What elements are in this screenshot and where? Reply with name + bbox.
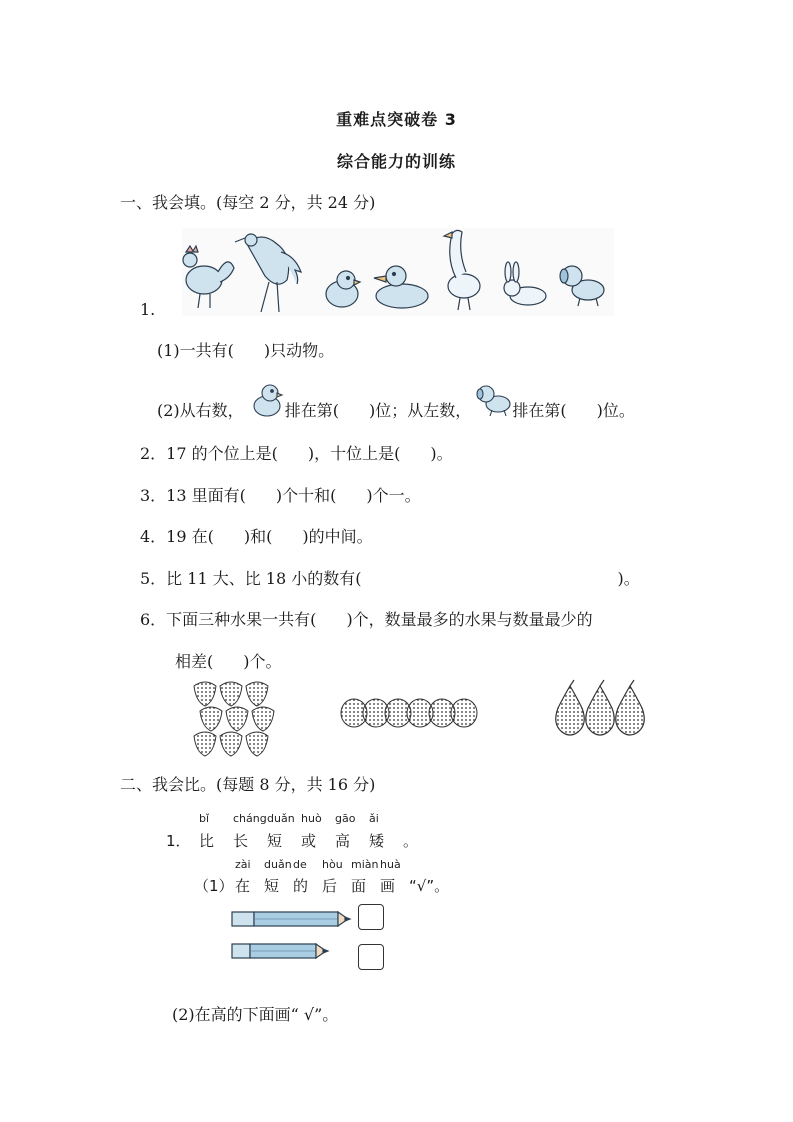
- page-title: 重难点突破卷 3: [336, 110, 457, 129]
- title-character: “√”。: [409, 877, 450, 895]
- strawberry-icon: [220, 732, 242, 756]
- title-character: 在: [235, 877, 251, 895]
- title-character: 面: [351, 877, 367, 895]
- page-subtitle: 综合能力的训练: [336, 152, 456, 171]
- q2-1-1-title: [194, 875, 469, 896]
- question-1-1: [157, 338, 334, 361]
- title-character: 。: [403, 832, 419, 850]
- orange-group: [341, 699, 477, 727]
- q1-2-part-3: )位；从左数，: [369, 401, 472, 420]
- q2-1-title: [166, 830, 423, 851]
- title-character: 比: [199, 832, 215, 850]
- question-1-number: 1.: [140, 300, 156, 319]
- q6-line1-before: 6．下面三种水果一共有(: [140, 610, 317, 629]
- pinyin-syllable: bǐ: [199, 812, 210, 825]
- dog-icon: [476, 400, 512, 416]
- answer-checkbox-short-pencil[interactable]: [358, 944, 384, 970]
- pinyin-syllable: huò: [301, 812, 322, 825]
- pinyin-syllable: ǎi: [369, 812, 379, 825]
- pear-icon: [556, 686, 585, 735]
- question-5: [140, 566, 640, 589]
- title-character: 高: [335, 832, 351, 850]
- short-pencil-icon: [232, 944, 328, 958]
- long-pencil-icon: [232, 912, 350, 926]
- strawberry-group: [194, 682, 274, 756]
- section-one-heading: 一、我会填。(每空 2 分，共 24 分): [120, 193, 376, 212]
- pinyin-syllable: cháng: [233, 812, 267, 825]
- q1-2-part-1: (2)从右数，: [157, 401, 244, 420]
- pear-stem: [630, 680, 634, 686]
- q1-2-part-2: 排在第(: [284, 401, 340, 420]
- q4-after: )的中间。: [302, 527, 373, 546]
- question-2: [140, 441, 453, 464]
- pinyin-syllable: gāo: [335, 812, 356, 825]
- strawberry-icon: [246, 732, 268, 756]
- title-character: （1）: [194, 877, 234, 895]
- title-character: 画: [380, 877, 396, 895]
- question-2-1-2: (2)在高的下面画“ √”。: [172, 1005, 339, 1024]
- strawberry-icon: [226, 707, 248, 731]
- rooster-icon: [183, 246, 234, 308]
- q1-2-part-4: 排在第(: [512, 401, 567, 420]
- q1-2-part-5: )位。: [596, 401, 635, 420]
- title-character: 短: [264, 877, 280, 895]
- pinyin-syllable: hòu: [322, 858, 343, 871]
- pencils-illustration: [228, 906, 368, 976]
- pear-stem: [570, 680, 574, 686]
- pear-group: [556, 680, 645, 735]
- question-6-line-1: [140, 607, 593, 630]
- orange-icon: [451, 699, 477, 727]
- q1-1-text-before: (1)一共有(: [157, 341, 234, 360]
- pear-icon: [586, 686, 615, 735]
- title-character: 或: [301, 832, 317, 850]
- pinyin-syllable: duǎn: [264, 858, 292, 871]
- strawberry-icon: [200, 707, 222, 731]
- duck-icon: [374, 266, 428, 308]
- pinyin-syllable: zài: [235, 858, 251, 871]
- heron-icon: [235, 234, 301, 312]
- fruits-illustration: [0, 678, 793, 768]
- question-1-2: [157, 398, 635, 421]
- q2-after: )。: [430, 444, 453, 463]
- question-3: [140, 483, 421, 506]
- title-character: 短: [267, 832, 283, 850]
- q6-line2-after: )个。: [243, 652, 282, 671]
- dog-icon: [560, 266, 604, 306]
- strawberry-icon: [220, 682, 242, 706]
- q3-mid: )个十和(: [275, 486, 337, 505]
- q2-mid: )，十位上是(: [307, 444, 401, 463]
- animals-illustration: [182, 228, 614, 316]
- pear-stem: [600, 680, 604, 686]
- q3-after: )个一。: [366, 486, 421, 505]
- pinyin-syllable: duǎn: [267, 812, 295, 825]
- chick-icon: [326, 271, 360, 307]
- pinyin-syllable: de: [293, 858, 307, 871]
- q2-1-1-pinyin-row: [235, 858, 409, 871]
- title-character: 1．: [166, 832, 191, 850]
- strawberry-icon: [252, 707, 274, 731]
- animals-image: [182, 228, 614, 316]
- q6-line1-after: )个，数量最多的水果与数量最少的: [346, 610, 593, 629]
- q6-line2-before: 相差(: [175, 652, 214, 671]
- q2-1-pinyin-row: [199, 812, 403, 825]
- strawberry-icon: [246, 682, 268, 706]
- q2-before: 2．17 的个位上是(: [140, 444, 278, 463]
- q3-before: 3．13 里面有(: [140, 486, 246, 505]
- goose-icon: [444, 230, 480, 310]
- answer-checkbox-long-pencil[interactable]: [358, 904, 384, 930]
- title-character: 后: [322, 877, 338, 895]
- rabbit-icon: [504, 262, 546, 305]
- title-character: 的: [293, 877, 309, 895]
- question-6-line-2: [175, 649, 282, 672]
- q4-before: 4．19 在(: [140, 527, 214, 546]
- question-4: [140, 524, 373, 547]
- q1-1-text-after: )只动物。: [263, 341, 335, 360]
- section-two-heading: 二、我会比。(每题 8 分，共 16 分): [120, 775, 376, 794]
- title-character: 矮: [369, 832, 385, 850]
- q5-after: )。: [617, 569, 640, 588]
- strawberry-icon: [194, 682, 216, 706]
- title-character: 长: [233, 832, 249, 850]
- strawberry-icon: [194, 732, 216, 756]
- q5-before: 5．比 11 大、比 18 小的数有(: [140, 569, 362, 588]
- pinyin-syllable: miàn: [351, 858, 379, 871]
- q4-mid: )和(: [243, 527, 273, 546]
- pear-icon: [616, 686, 645, 735]
- pinyin-syllable: huà: [380, 858, 401, 871]
- chick-icon: [249, 400, 285, 416]
